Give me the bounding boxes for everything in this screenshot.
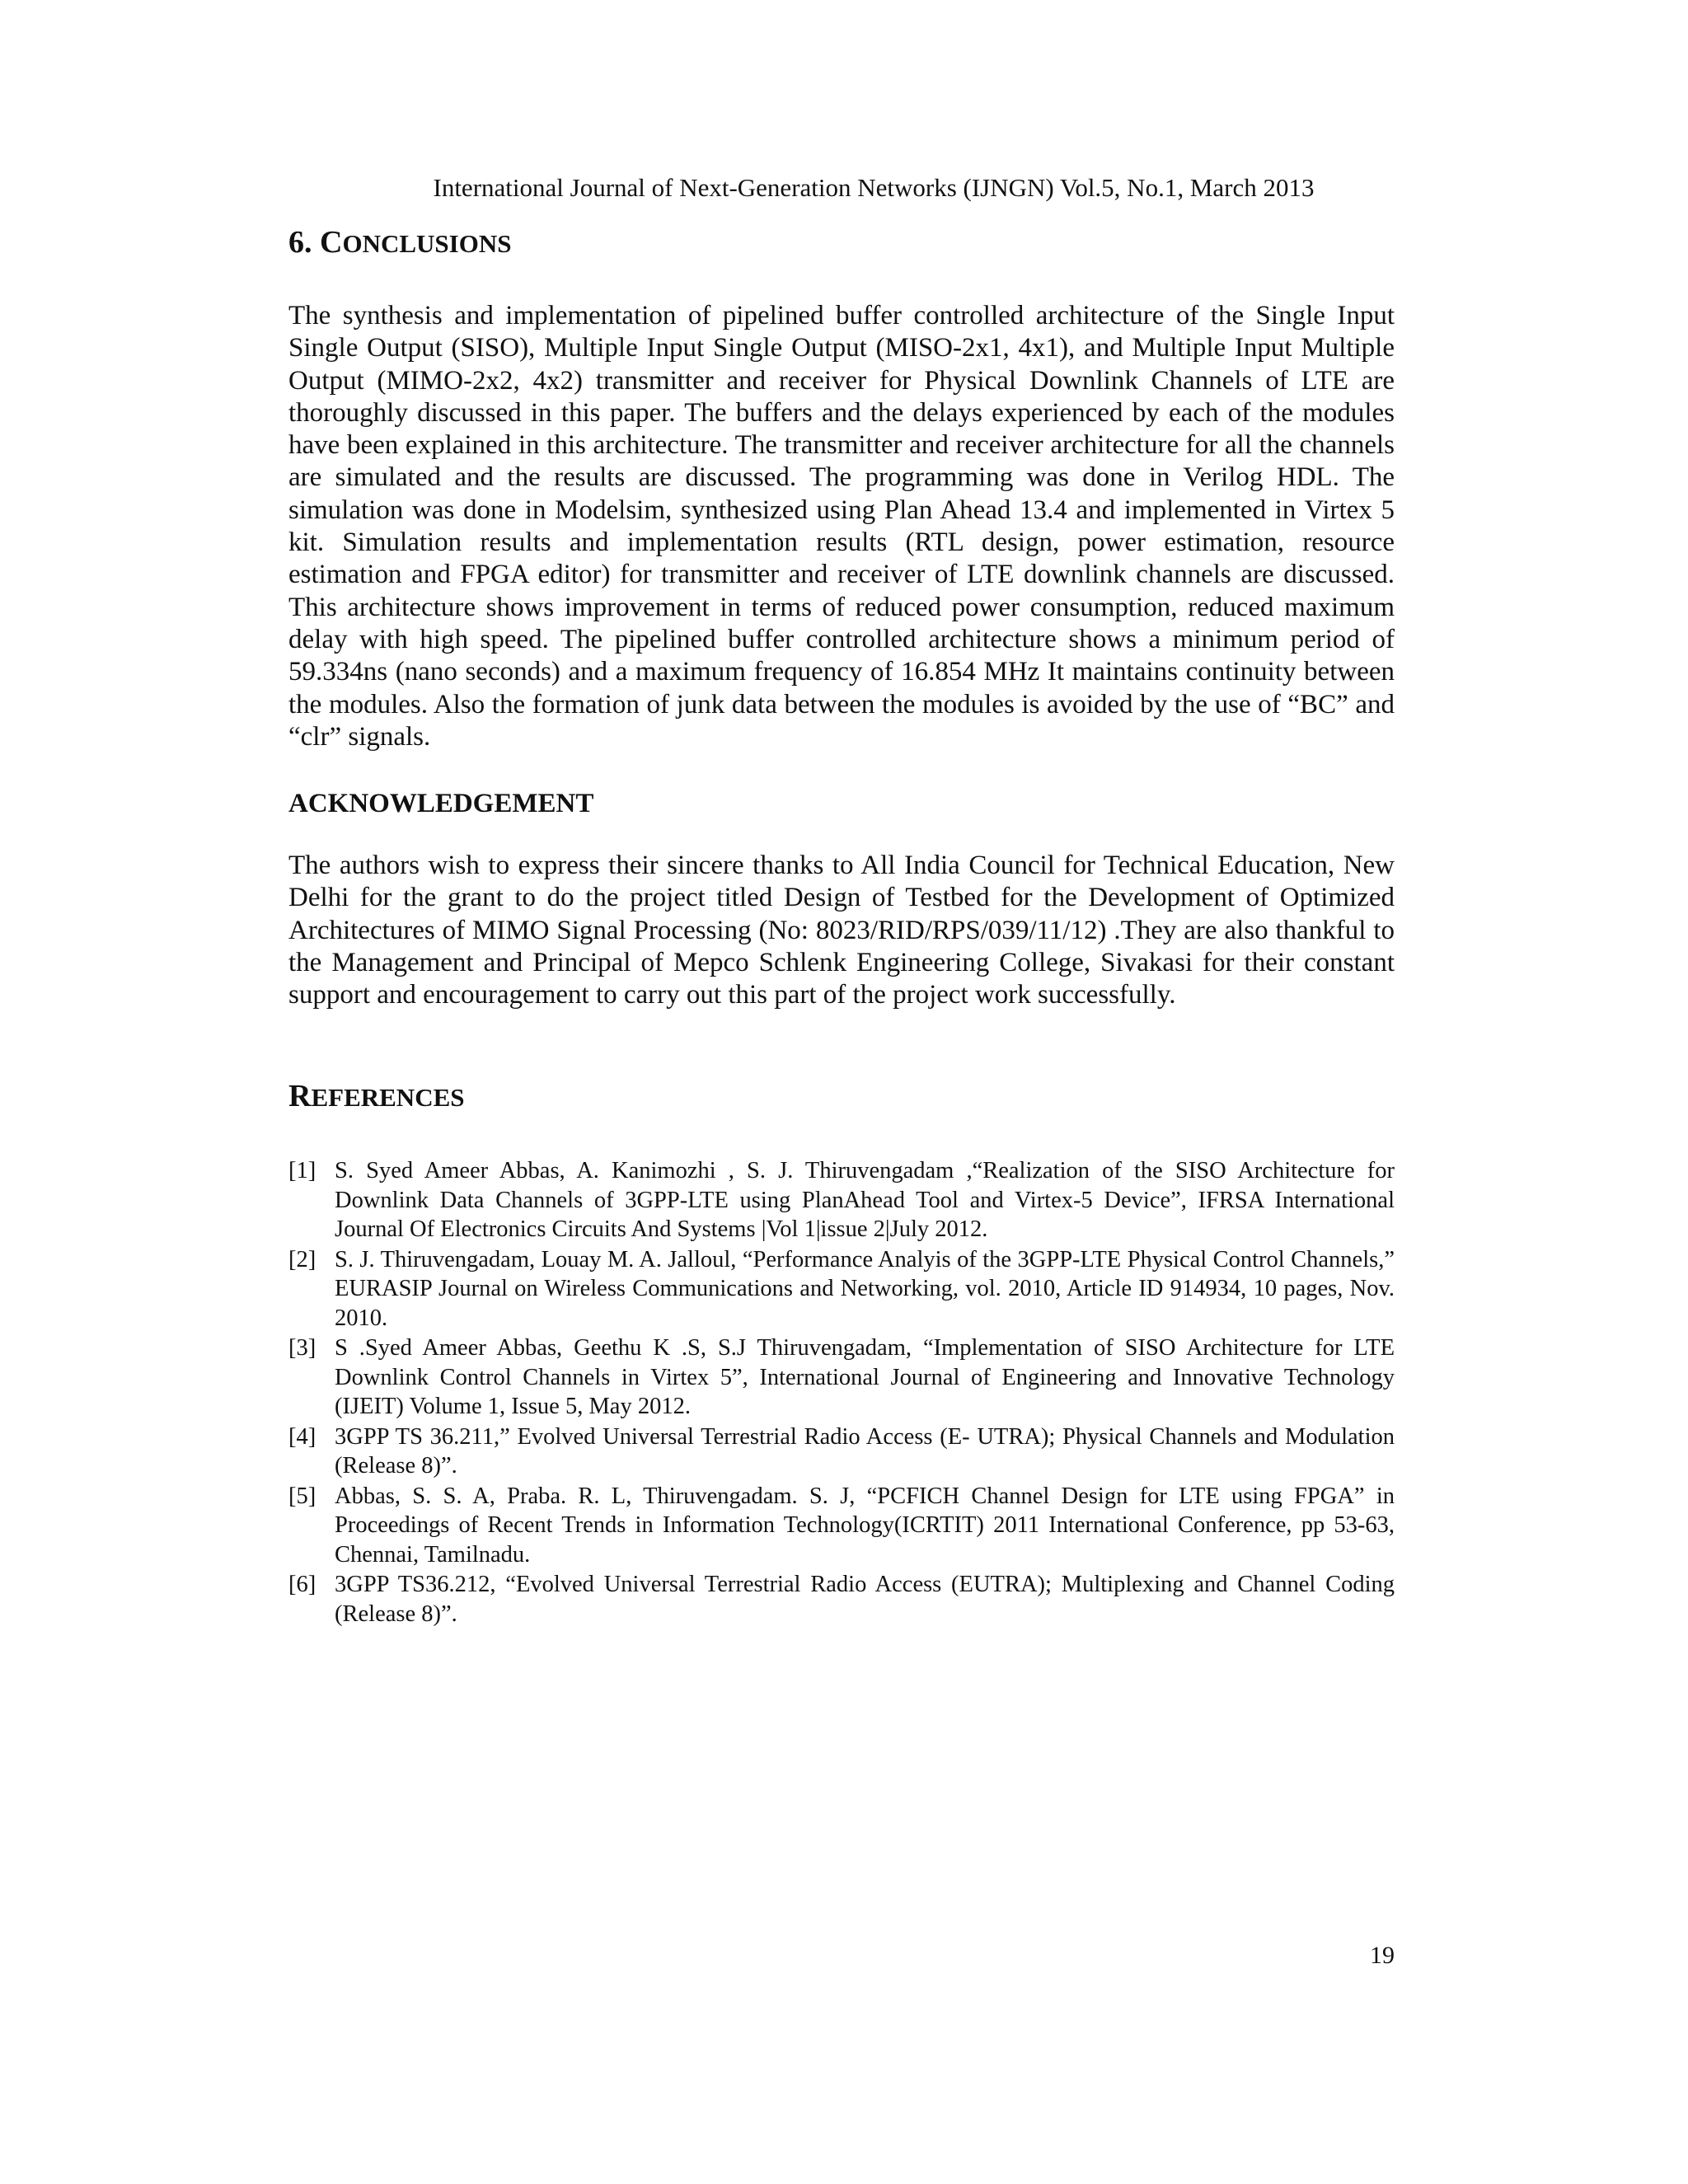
reference-item — [288, 1245, 1395, 1333]
reference-item — [288, 1422, 1395, 1481]
reference-text: S .Syed Ameer Abbas, Geethu K .S, S.J Thiruvengadam, “Implementation of SISO Architecture for LTE Downlink Control Channels in Virtex 5”, International Journal of Engineering and Innovative Technology (IJEIT) Volume 1, Issue 5, May 2012. — [335, 1335, 1395, 1419]
reference-text: S. J. Thiruvengadam, Louay M. A. Jalloul, “Performance Analyis of the 3GPP-LTE Physical Control Channels,” EURASIP Journal on Wireless Communications and Networking, vol. 2010, Article ID 914934, 10 pages, Nov. 2010. — [335, 1246, 1395, 1331]
reference-number: [6] — [288, 1572, 316, 1597]
reference-item — [288, 1482, 1395, 1570]
conclusions-heading — [288, 224, 511, 260]
reference-text: Abbas, S. S. A, Praba. R. L, Thiruvengadam. S. J, “PCFICH Channel Design for LTE using FPGA” in Proceedings of Recent Trends in Information Technology(ICRTIT) 2011 International Conference, pp 53-63, Chennai, Tamilnadu. — [335, 1483, 1395, 1568]
reference-item — [288, 1570, 1395, 1629]
references-heading-rest: EFERENCES — [311, 1083, 465, 1112]
reference-text: S. Syed Ameer Abbas, A. Kanimozhi , S. J. Thiruvengadam ,“Realization of the SISO Architecture for Downlink Data Channels of 3GPP-LTE using PlanAhead Tool and Virtex-5 Device”, IFRSA International Journal Of Electronics Circuits And Systems |Vol 1|issue 2|July 2012. — [335, 1158, 1395, 1242]
conclusions-paragraph: The synthesis and implementation of pipelined buffer controlled architecture of the Single Input Single Output (SISO), Multiple Input Single Output (MISO-2x1, 4x1), and Multiple Input Multiple Output (MIMO-2x2, 4x2) transmitter and receiver for Physical Downlink Channels of LTE are thoroughly discussed in this paper. The buffers and the delays experienced by each of the modules have been explained in this architecture. The transmitter and receiver architecture for all the channels are simulated and the results are discussed. The programming was done in Verilog HDL. The simulation was done in Modelsim, synthesized using Plan Ahead 13.4 and implemented in Virtex 5 kit. Simulation results and implementation results (RTL design, power estimation, resource estimation and FPGA editor) for transmitter and receiver of LTE downlink channels are discussed. This architecture shows improvement in terms of reduced power consumption, reduced maximum delay with high speed. The pipelined buffer controlled architecture shows a minimum period of 59.334ns (nano seconds) and a maximum frequency of 16.854 MHz It maintains continuity between the modules. Also the formation of junk data between the modules is avoided by the use of “BC” and “clr” signals. — [288, 301, 1395, 752]
conclusions-heading-number: 6. — [288, 225, 320, 260]
reference-text: 3GPP TS36.212, “Evolved Universal Terrestrial Radio Access (EUTRA); Multiplexing and Channel Coding (Release 8)”. — [335, 1572, 1395, 1627]
references-heading — [288, 1078, 465, 1114]
acknowledgement-paragraph: The authors wish to express their sincere thanks to All India Council for Technical Education, New Delhi for the grant to do the project titled Design of Testbed for the Development of Optimized Architectures of MIMO Signal Processing (No: 8023/RID/RPS/039/11/12) .They are also thankful to the Management and Principal of Mepco Schlenk Engineering College, Sivakasi for their constant support and encouragement to carry out this part of the project work successfully. — [288, 851, 1395, 1010]
reference-number: [3] — [288, 1335, 316, 1361]
reference-number: [1] — [288, 1158, 316, 1183]
reference-list — [288, 1156, 1395, 1629]
page-number: 19 — [1370, 1942, 1395, 1969]
running-header: International Journal of Next-Generation Networks (IJNGN) Vol.5, No.1, March 2013 — [433, 173, 1315, 202]
references-heading-initial: R — [288, 1079, 312, 1113]
conclusions-heading-rest: ONCLUSIONS — [342, 229, 512, 258]
reference-text: 3GPP TS 36.211,” Evolved Universal Terrestrial Radio Access (E- UTRA); Physical Channels and Modulation (Release 8)”. — [335, 1423, 1395, 1479]
reference-item — [288, 1156, 1395, 1244]
conclusions-heading-initial: C — [320, 225, 343, 260]
reference-number: [2] — [288, 1246, 316, 1272]
acknowledgement-heading: ACKNOWLEDGEMENT — [288, 789, 594, 818]
reference-item — [288, 1333, 1395, 1422]
reference-number: [5] — [288, 1483, 316, 1509]
reference-number: [4] — [288, 1423, 316, 1450]
